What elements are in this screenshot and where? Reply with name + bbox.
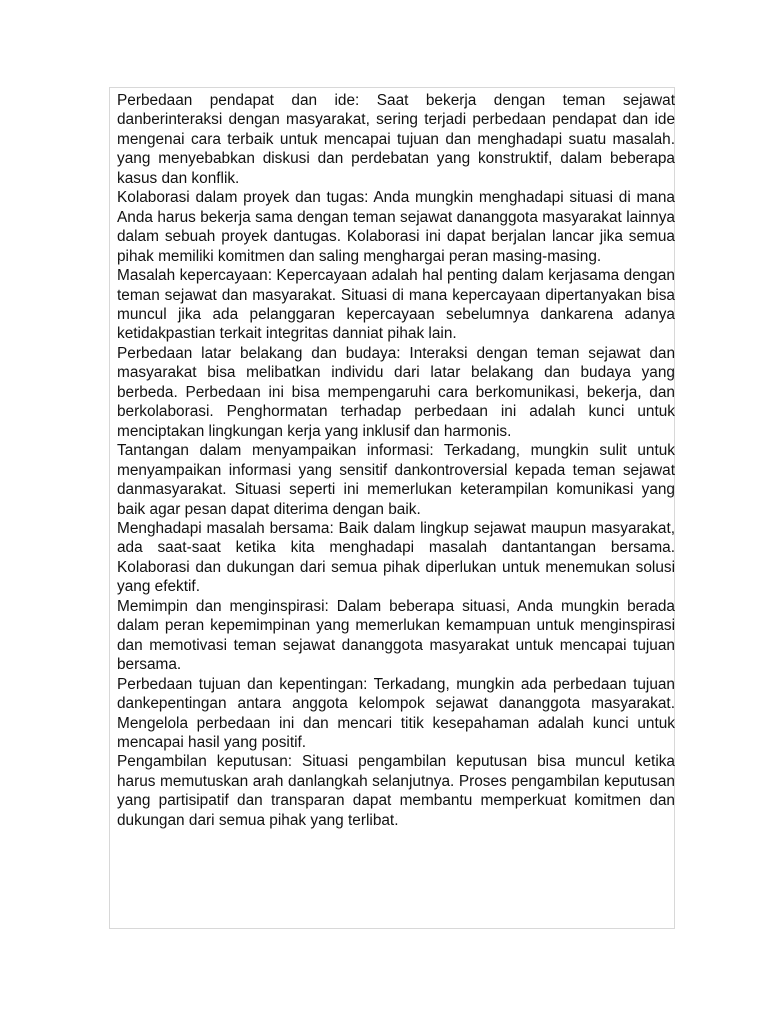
paragraph-menyampaikan-informasi: Tantangan dalam menyampaikan informasi: Terkadang, mungkin sulit untuk menyampaikan informasi yang sensitif dankontroversial kepada teman sejawat danmasyarakat. Situasi seperti ini memerlukan keterampilan komunikasi yang baik agar pesan dapat diterima dengan baik. <box>117 442 675 518</box>
paragraph-perbedaan-pendapat: Perbedaan pendapat dan ide: Saat bekerja dengan teman sejawat danberinteraksi dengan masyarakat, sering terjadi perbedaan pendapat dan ide mengenai cara terbaik untuk mencapai tujuan dan menghadapi suatu masalah. yang menyebabkan diskusi dan perdebatan yang konstruktif, dalam beberapa kasus dan konflik. <box>117 92 675 187</box>
paragraph-kolaborasi: Kolaborasi dalam proyek dan tugas: Anda mungkin menghadapi situasi di mana Anda harus bekerja sama dengan teman sejawat dananggota masyarakat lainnya dalam sebuah proyek dantugas. Kolaborasi ini dapat berjalan lancar jika semua pihak memiliki komitmen dan saling menghargai peran masing-masing. <box>117 189 675 265</box>
paragraph-memimpin: Memimpin dan menginspirasi: Dalam beberapa situasi, Anda mungkin berada dalam peran kepemimpinan yang memerlukan kemampuan untuk menginspirasi dan memotivasi teman sejawat dananggota masyarakat untuk mencapai tujuan bersama. <box>117 597 675 674</box>
paragraph-masalah-bersama: Menghadapi masalah bersama: Baik dalam lingkup sejawat maupun masyarakat, ada saat-saat ketika kita menghadapi masalah dantantangan bersama. Kolaborasi dan dukungan dari semua pihak diperlukan untuk menemukan solusi yang efektif. <box>117 519 675 596</box>
paragraph-tujuan-kepentingan: Perbedaan tujuan dan kepentingan: Terkadang, mungkin ada perbedaan tujuan dankepentingan antara anggota kelompok sejawat dananggota masyarakat. Mengelola perbedaan ini dan mencari titik kesepahaman adalah kunci untuk mencapai hasil yang positif. <box>117 675 675 751</box>
paragraph-latar-belakang: Perbedaan latar belakang dan budaya: Interaksi dengan teman sejawat dan masyarakat bisa melibatkan individu dari latar belakang dan budaya yang berbeda. Perbedaan ini bisa mempengaruhi cara berkomunikasi, bekerja, dan berkolaborasi. Penghormatan terhadap perbedaan ini adalah kunci untuk menciptakan lingkungan kerja yang inklusif dan harmonis. <box>117 344 675 440</box>
document-body <box>117 91 675 830</box>
document-page <box>109 87 675 929</box>
paragraph-pengambilan-keputusan: Pengambilan keputusan: Situasi pengambilan keputusan bisa muncul ketika harus memutuskan arah danlangkah selanjutnya. Proses pengambilan keputusan yang partisipatif dan transparan dapat membantu memperkuat komitmen dan dukungan dari semua pihak yang terlibat. <box>117 753 675 829</box>
paragraph-kepercayaan: Masalah kepercayaan: Kepercayaan adalah hal penting dalam kerjasama dengan teman sejawat dan masyarakat. Situasi di mana kepercayaan dipertanyakan bisa muncul jika ada pelanggaran kepercayaan sebelumnya dankarena adanya ketidakpastian terkait integritas danniat pihak lain. <box>117 267 675 343</box>
